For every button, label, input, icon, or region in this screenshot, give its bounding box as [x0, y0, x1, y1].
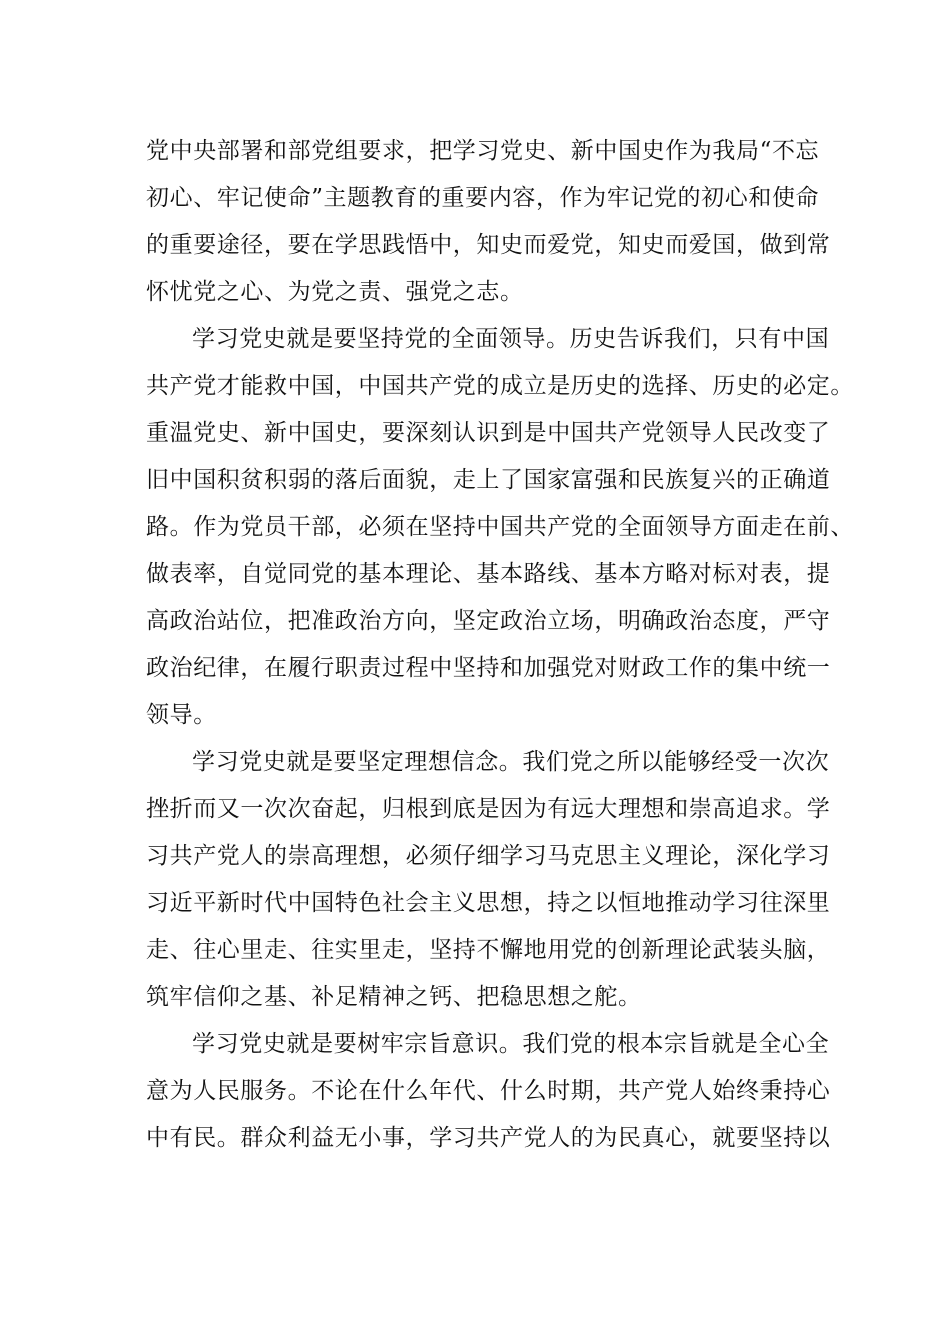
- paragraph-3: [146, 739, 831, 1021]
- paragraph-1: [146, 128, 831, 316]
- text-line: 习近平新时代中国特色社会主义思想，持之以恒地推动学习往深里: [146, 890, 831, 916]
- document-body: [146, 128, 854, 1162]
- text-line: 怀忧党之心、为党之责、强党之志。: [146, 279, 524, 305]
- text-line: 学习党史就是要坚持党的全面领导。历史告诉我们，只有中国: [192, 326, 830, 352]
- paragraph-2: [146, 316, 854, 739]
- text-line: 领导。: [146, 702, 217, 728]
- text-line: 习共产党人的崇高理想，必须仔细学习马克思主义理论，深化学习: [146, 843, 831, 869]
- text-line: 旧中国积贫积弱的落后面貌，走上了国家富强和民族复兴的正确道: [146, 467, 831, 493]
- text-line: 挫折而又一次次奋起，归根到底是因为有远大理想和崇高追求。学: [146, 796, 831, 822]
- text-line: 做表率，自觉同党的基本理论、基本路线、基本方略对标对表，提: [146, 561, 831, 587]
- text-line: 共产党才能救中国，中国共产党的成立是历史的选择、历史的必定。: [146, 373, 854, 399]
- text-line: 意为人民服务。不论在什么年代、什么时期，共产党人始终秉持心: [146, 1078, 831, 1104]
- paragraph-4: [146, 1021, 831, 1162]
- text-line: 学习党史就是要坚定理想信念。我们党之所以能够经受一次次: [192, 749, 830, 775]
- text-line: 党中央部署和部党组要求，把学习党史、新中国史作为我局“不忘: [146, 138, 820, 164]
- text-line: 中有民。群众利益无小事，学习共产党人的为民真心，就要坚持以: [146, 1125, 831, 1151]
- text-line: 政治纪律，在履行职责过程中坚持和加强党对财政工作的集中统一: [146, 655, 831, 681]
- text-line: 的重要途径，要在学思践悟中，知史而爱党，知史而爱国，做到常: [146, 232, 831, 258]
- text-line: 初心、牢记使命”主题教育的重要内容，作为牢记党的初心和使命: [146, 185, 820, 211]
- text-line: 重温党史、新中国史，要深刻认识到是中国共产党领导人民改变了: [146, 420, 831, 446]
- text-line: 筑牢信仰之基、补足精神之钙、把稳思想之舵。: [146, 984, 642, 1010]
- text-line: 高政治站位，把准政治方向，坚定政治立场，明确政治态度，严守: [146, 608, 831, 634]
- text-line: 走、往心里走、往实里走，坚持不懈地用党的创新理论武装头脑，: [146, 937, 831, 963]
- text-line: 学习党史就是要树牢宗旨意识。我们党的根本宗旨就是全心全: [192, 1031, 830, 1057]
- text-line: 路。作为党员干部，必须在坚持中国共产党的全面领导方面走在前、: [146, 514, 854, 540]
